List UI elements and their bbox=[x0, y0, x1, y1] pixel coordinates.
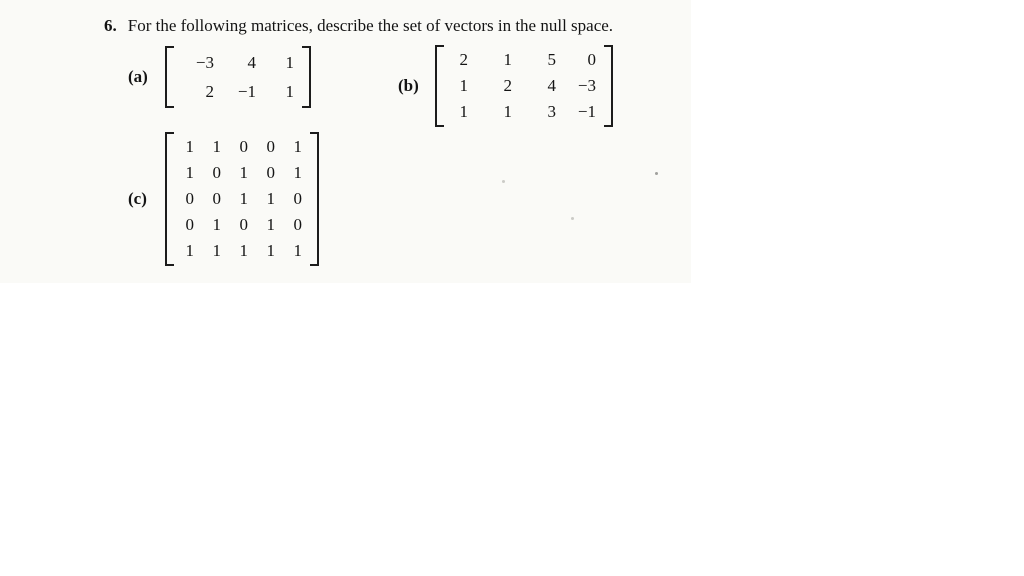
matrix-a-grid bbox=[174, 46, 302, 108]
matrix-cell: 0 bbox=[266, 163, 275, 182]
matrix-cell: 4 bbox=[547, 76, 556, 95]
matrix-cell: 1 bbox=[459, 76, 468, 95]
matrix-cell: 0 bbox=[266, 137, 275, 156]
problem-title bbox=[104, 16, 613, 36]
right-bracket bbox=[310, 132, 319, 266]
right-bracket bbox=[604, 45, 613, 127]
matrix-cell: 1 bbox=[293, 163, 302, 182]
matrix-cell: 1 bbox=[266, 189, 275, 208]
matrix-cell: 1 bbox=[459, 102, 468, 121]
matrix-cell: 0 bbox=[239, 215, 248, 234]
matrix-cell: 1 bbox=[185, 241, 194, 260]
matrix-cell: 0 bbox=[239, 137, 248, 156]
part-a bbox=[128, 46, 311, 108]
matrix-cell: 1 bbox=[212, 215, 221, 234]
matrix-cell: 1 bbox=[293, 241, 302, 260]
matrix-cell: 1 bbox=[212, 241, 221, 260]
matrix-cell: 0 bbox=[212, 189, 221, 208]
matrix-cell: −1 bbox=[237, 82, 256, 101]
matrix-cell: 0 bbox=[212, 163, 221, 182]
matrix-cell: 0 bbox=[185, 215, 194, 234]
matrix-cell: 1 bbox=[239, 189, 248, 208]
matrix-cell: −3 bbox=[577, 76, 596, 95]
matrix-cell: 1 bbox=[266, 241, 275, 260]
part-b-label: (b) bbox=[398, 76, 419, 95]
matrix-cell: −1 bbox=[577, 102, 596, 121]
part-a-label: (a) bbox=[128, 67, 148, 86]
matrix-c bbox=[165, 132, 319, 266]
matrix-cell: 2 bbox=[503, 76, 512, 95]
matrix-cell: 1 bbox=[185, 163, 194, 182]
matrix-b bbox=[435, 45, 613, 127]
left-bracket bbox=[165, 132, 174, 266]
matrix-cell: 1 bbox=[239, 163, 248, 182]
matrix-cell: 4 bbox=[247, 53, 256, 72]
matrix-cell: 2 bbox=[205, 82, 214, 101]
scan-speck bbox=[655, 172, 658, 175]
scan-speck bbox=[571, 217, 574, 220]
matrix-cell: 1 bbox=[212, 137, 221, 156]
matrix-b-grid bbox=[444, 45, 604, 127]
left-bracket bbox=[165, 46, 174, 108]
matrix-cell: 1 bbox=[185, 137, 194, 156]
matrix-cell: 1 bbox=[266, 215, 275, 234]
matrix-cell: 0 bbox=[293, 215, 302, 234]
part-b bbox=[398, 45, 613, 127]
matrix-cell: 1 bbox=[285, 82, 294, 101]
matrix-cell: 1 bbox=[503, 102, 512, 121]
scan-speck bbox=[502, 180, 505, 183]
scanned-page bbox=[0, 0, 691, 283]
matrix-cell: 3 bbox=[547, 102, 556, 121]
right-bracket bbox=[302, 46, 311, 108]
matrix-cell: 2 bbox=[459, 50, 468, 69]
matrix-cell: 0 bbox=[293, 189, 302, 208]
matrix-cell: 5 bbox=[547, 50, 556, 69]
part-c-label: (c) bbox=[128, 189, 147, 208]
matrix-cell: 1 bbox=[285, 53, 294, 72]
matrix-cell: −3 bbox=[195, 53, 214, 72]
part-c bbox=[128, 132, 319, 266]
matrix-cell: 1 bbox=[293, 137, 302, 156]
matrix-c-grid bbox=[174, 132, 310, 266]
matrix-cell: 0 bbox=[185, 189, 194, 208]
matrix-a bbox=[165, 46, 311, 108]
left-bracket bbox=[435, 45, 444, 127]
matrix-cell: 1 bbox=[239, 241, 248, 260]
problem-prompt: For the following matrices, describe the set of vectors in the null space. bbox=[127, 16, 614, 35]
matrix-cell: 1 bbox=[503, 50, 512, 69]
matrix-cell: 0 bbox=[587, 50, 596, 69]
problem-number: 6. bbox=[104, 16, 117, 35]
